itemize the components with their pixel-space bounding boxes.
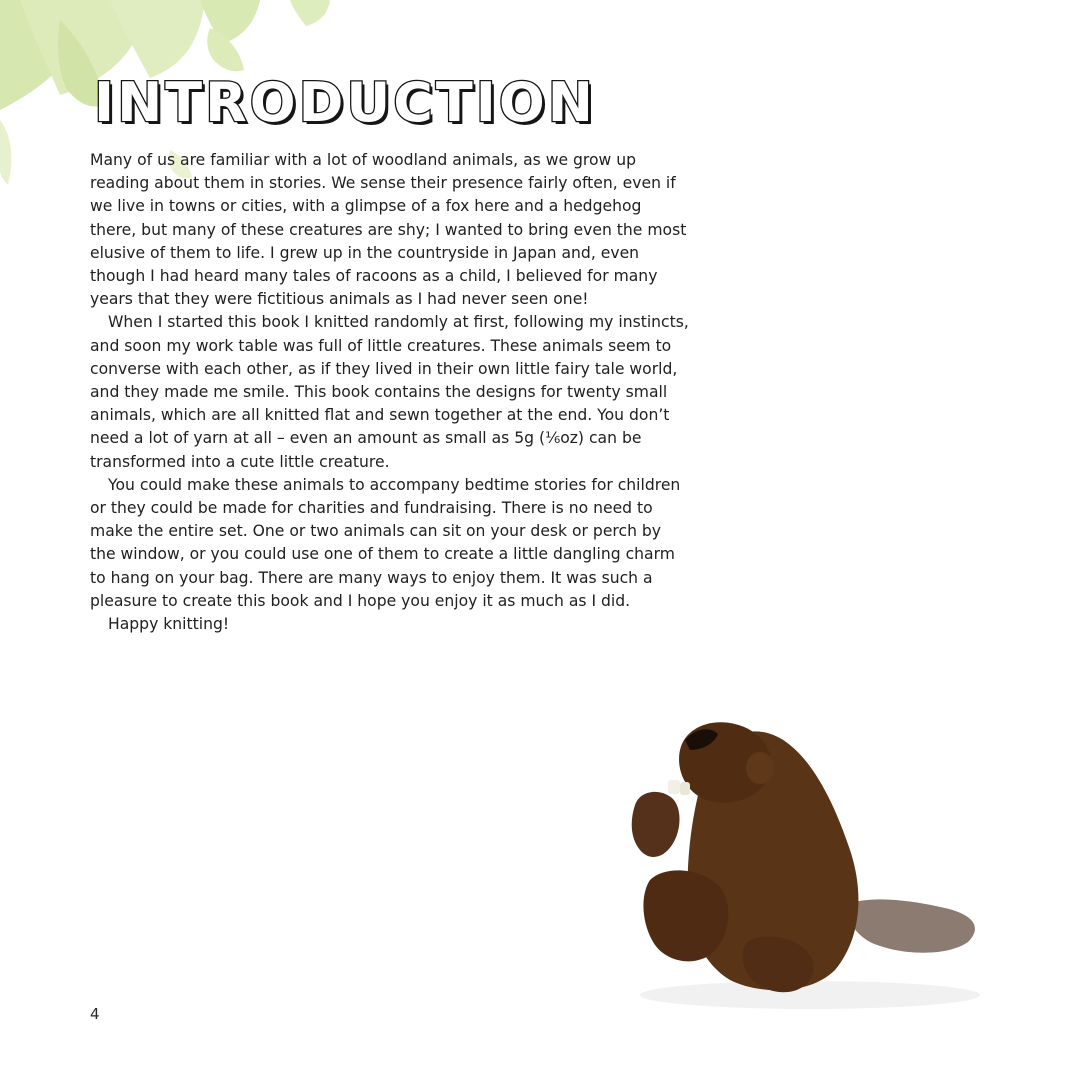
beaver-foot (643, 870, 728, 961)
paragraph: You could make these animals to accompany bedtime stories for children or they could be made for charities and fundraising. There is no need to make the entire set. One or two animals can sit on your desk or perch by the window, or you could use one of them to create a little dangling charm to hang on your bag. There are many ways to enjoy them. It was such a pleasure to create this book and I hope you enjoy it as much as I did. (90, 475, 681, 610)
paragraph: When I started this book I knitted randomly at first, following my instincts, and soon my work table was full of little creatures. These animals seem to converse with each other, as if they lived in their own little fairy tale world, and they made me smile. This book contains the designs for twenty small animals, which are all knitted flat and sewn together at the end. You don’t need a lot of yarn at all – even an amount as small as 5g (⅙oz) can be transformed into a cute little creature. (90, 313, 689, 471)
page-number: 4 (90, 1005, 100, 1023)
leaf-shape (290, 0, 330, 26)
page-title: INTRODUCTION (94, 71, 596, 134)
leaf-shape (0, 120, 11, 185)
beaver-teeth (668, 780, 680, 794)
paragraph: Happy knitting! (108, 615, 230, 634)
body-text (90, 149, 690, 636)
beaver-ear (746, 752, 774, 784)
knitted-beaver-image (610, 710, 1000, 1010)
beaver-tail (845, 899, 975, 952)
beaver-arm (632, 792, 680, 857)
paragraph: Many of us are familiar with a lot of woodland animals, as we grow up reading about them in stories. We sense their presence fairly often, even if we live in towns or cities, with a glimpse of a fox here and a hedgehog there, but many of these creatures are shy; I wanted to bring even the most elusive of them to life. I grew up in the countryside in Japan and, even though I had heard many tales of racoons as a child, I believed for many years that they were fictitious animals as I had never seen one! (90, 151, 687, 309)
beaver-shadow (640, 981, 980, 1009)
beaver-teeth (680, 782, 690, 795)
